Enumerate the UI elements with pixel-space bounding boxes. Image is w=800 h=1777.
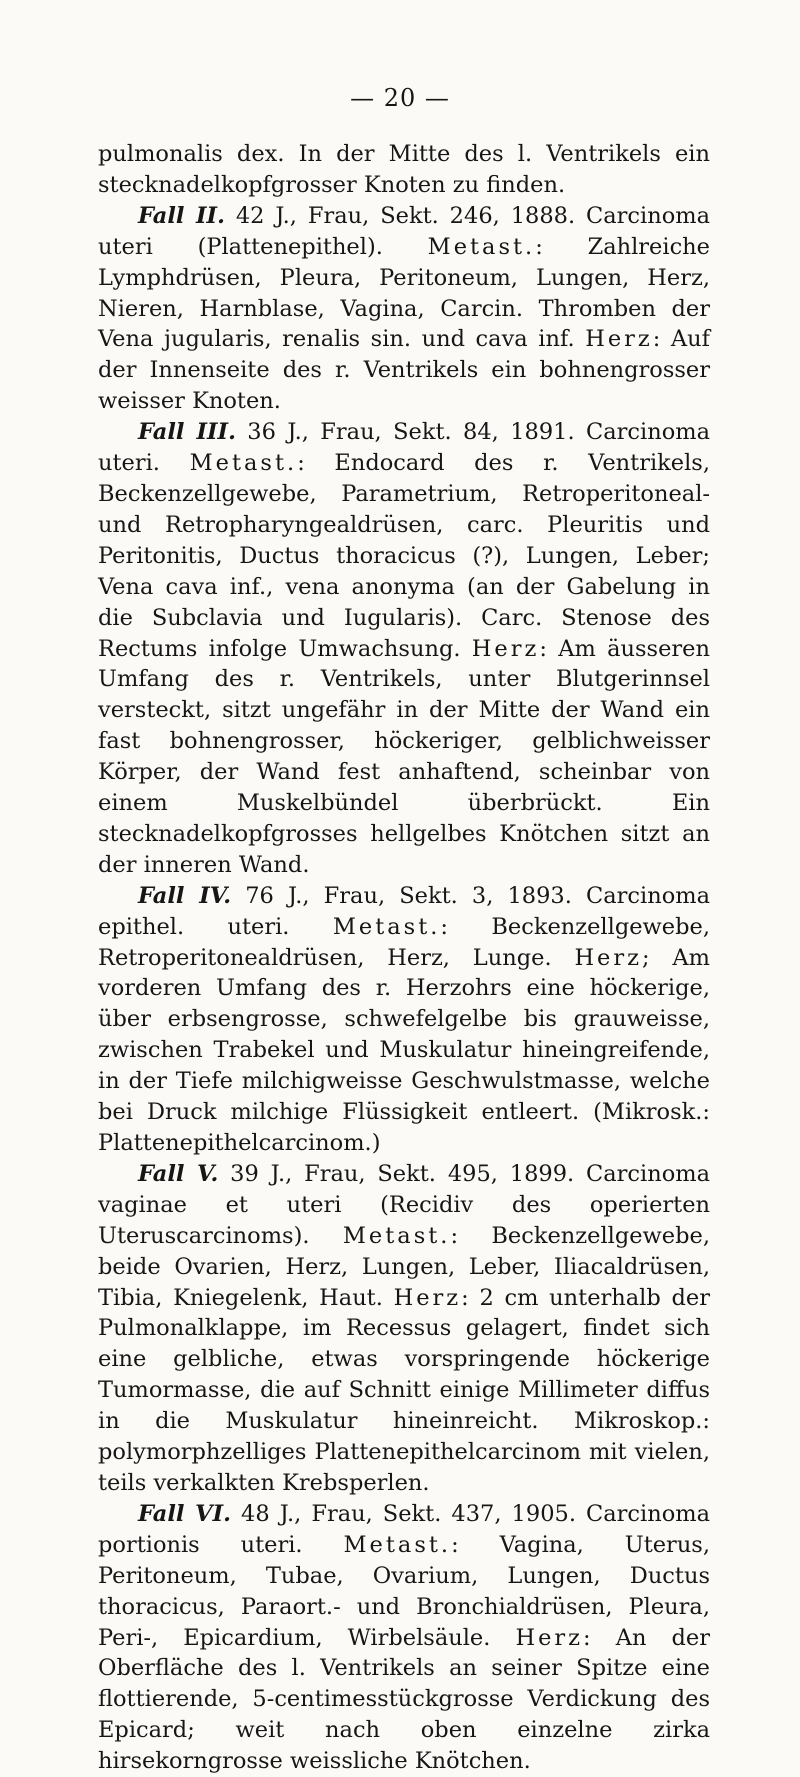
text-segment: 39 J., Frau, Sekt. 495, 1899. Carcinoma vaginae et uteri (Recidiv des operierten Uteruscarcinoms).	[98, 1160, 711, 1249]
text-segment: : Beckenzellgewebe, beide Ovarien, Herz, Lungen, Leber, Iliacaldrüsen, Tibia, Kniegelenk, Haut.	[98, 1222, 710, 1311]
text-segment: 42 J., Frau, Sekt. 246, 1888. Carcinoma uteri (Plattenepithel).	[98, 202, 710, 260]
spaced-heading-word: Herz	[515, 1624, 584, 1651]
case-label: Fall III.	[138, 419, 236, 446]
spaced-heading-word: Herz	[471, 635, 540, 662]
spaced-heading-word: Metast.	[343, 1531, 452, 1558]
text-segment: 76 J., Frau, Sekt. 3, 1893. Carcinoma epithel. uteri.	[98, 882, 710, 940]
text-segment: : Am äusseren Umfang des r. Ventrikels, unter Blutgerinnsel versteckt, sitzt ungefähr in der Mitte der Wand ein fast bohnengrosser, höckeriger, gelblichweisser Körper, der Wand fest anhaftend, scheinbar von einem Muskelbündel überbrückt. Ein stecknadelkopfgrosses hellgelbes Knötchen sitzt an der inneren Wand.	[98, 635, 710, 878]
paragraph	[98, 417, 710, 881]
spaced-heading-word: Metast.	[427, 233, 536, 260]
case-label: Fall II.	[138, 202, 225, 229]
paragraph	[98, 1499, 710, 1777]
spaced-heading-word: Herz	[574, 944, 642, 971]
page-number: — 20 —	[350, 84, 450, 112]
text-segment: 36 J., Frau, Sekt. 84, 1891. Carcinoma uteri.	[98, 419, 710, 477]
text-segment: : Auf der Innenseite des r. Ventrikels ein bohnengrosser weisser Knoten.	[98, 326, 710, 415]
spaced-heading-word: Herz	[585, 326, 653, 353]
spaced-heading-word: Metast.	[189, 450, 298, 477]
spaced-heading-word: Metast.	[342, 1222, 451, 1249]
spaced-heading-word: Metast.	[332, 913, 441, 940]
body-text	[98, 139, 710, 1777]
text-segment: : Beckenzellgewebe, Retroperitonealdrüsen, Herz, Lunge.	[98, 913, 710, 971]
text-segment: pulmonalis dex. In der Mitte des l. Ventrikels ein stecknadelkopfgrosser Knoten zu finden.	[98, 141, 710, 198]
paragraph	[98, 881, 710, 1159]
spaced-heading-word: Herz	[393, 1284, 462, 1311]
case-label: Fall VI.	[138, 1500, 231, 1527]
paragraph	[98, 139, 710, 201]
text-segment: 48 J., Frau, Sekt. 437, 1905. Carcinoma portionis uteri.	[98, 1500, 710, 1558]
text-segment: : Vagina, Uterus, Peritoneum, Tubae, Ovarium, Lungen, Ductus thoracicus, Paraort.- und Bronchialdrüsen, Pleura, Peri-, Epicardium, Wirbelsäule.	[98, 1531, 711, 1651]
text-segment: : Endocard des r. Ventrikels, Beckenzellgewebe, Parametrium, Retroperitoneal- und Retropharyngealdrüsen, carc. Pleuritis und Peritonitis, Ductus thoracicus (?), Lungen, Leber; Vena cava inf., vena anonyma (an der Gabelung in die Subclavia und Iugularis). Carc. Stenose des Rectums infolge Umwachsung.	[98, 450, 710, 662]
case-label: Fall V.	[138, 1160, 219, 1187]
text-segment: : An der Oberfläche des l. Ventrikels an seiner Spitze eine flottierende, 5-centimesstückgrosse Verdickung des Epicard; weit nach oben einzelne zirka hirsekorngrosse weissliche Knötchen.	[98, 1624, 710, 1775]
paragraph	[98, 201, 710, 417]
text-segment: ; Am vorderen Umfang des r. Herzohrs eine höckerige, über erbsengrosse, schwefelgelbe bis grauweisse, zwischen Trabekel und Muskulatur hineingreifende, in der Tiefe milchigweisse Geschwulstmasse, welche bei Druck milchige Flüssigkeit entleert. (Mikrosk.: Plattenepithelcarcinom.)	[98, 944, 710, 1156]
case-label: Fall IV.	[138, 882, 232, 909]
text-segment: : 2 cm unterhalb der Pulmonalklappe, im Recessus gelagert, findet sich eine gelbliche, etwas vorspringende höckerige Tumormasse, die auf Schnitt einige Millimeter diffus in die Muskulatur hineinreicht. Mikroskop.: polymorphzelliges Plattenepithelcarcinom mit vielen, teils verkalkten Krebsperlen.	[98, 1284, 710, 1496]
text-segment: : Zahlreiche Lymphdrüsen, Pleura, Peritoneum, Lungen, Herz, Nieren, Harnblase, Vagina, Carcin. Thromben der Vena jugularis, renalis sin. und cava inf.	[98, 233, 710, 353]
paragraph	[98, 1159, 710, 1499]
